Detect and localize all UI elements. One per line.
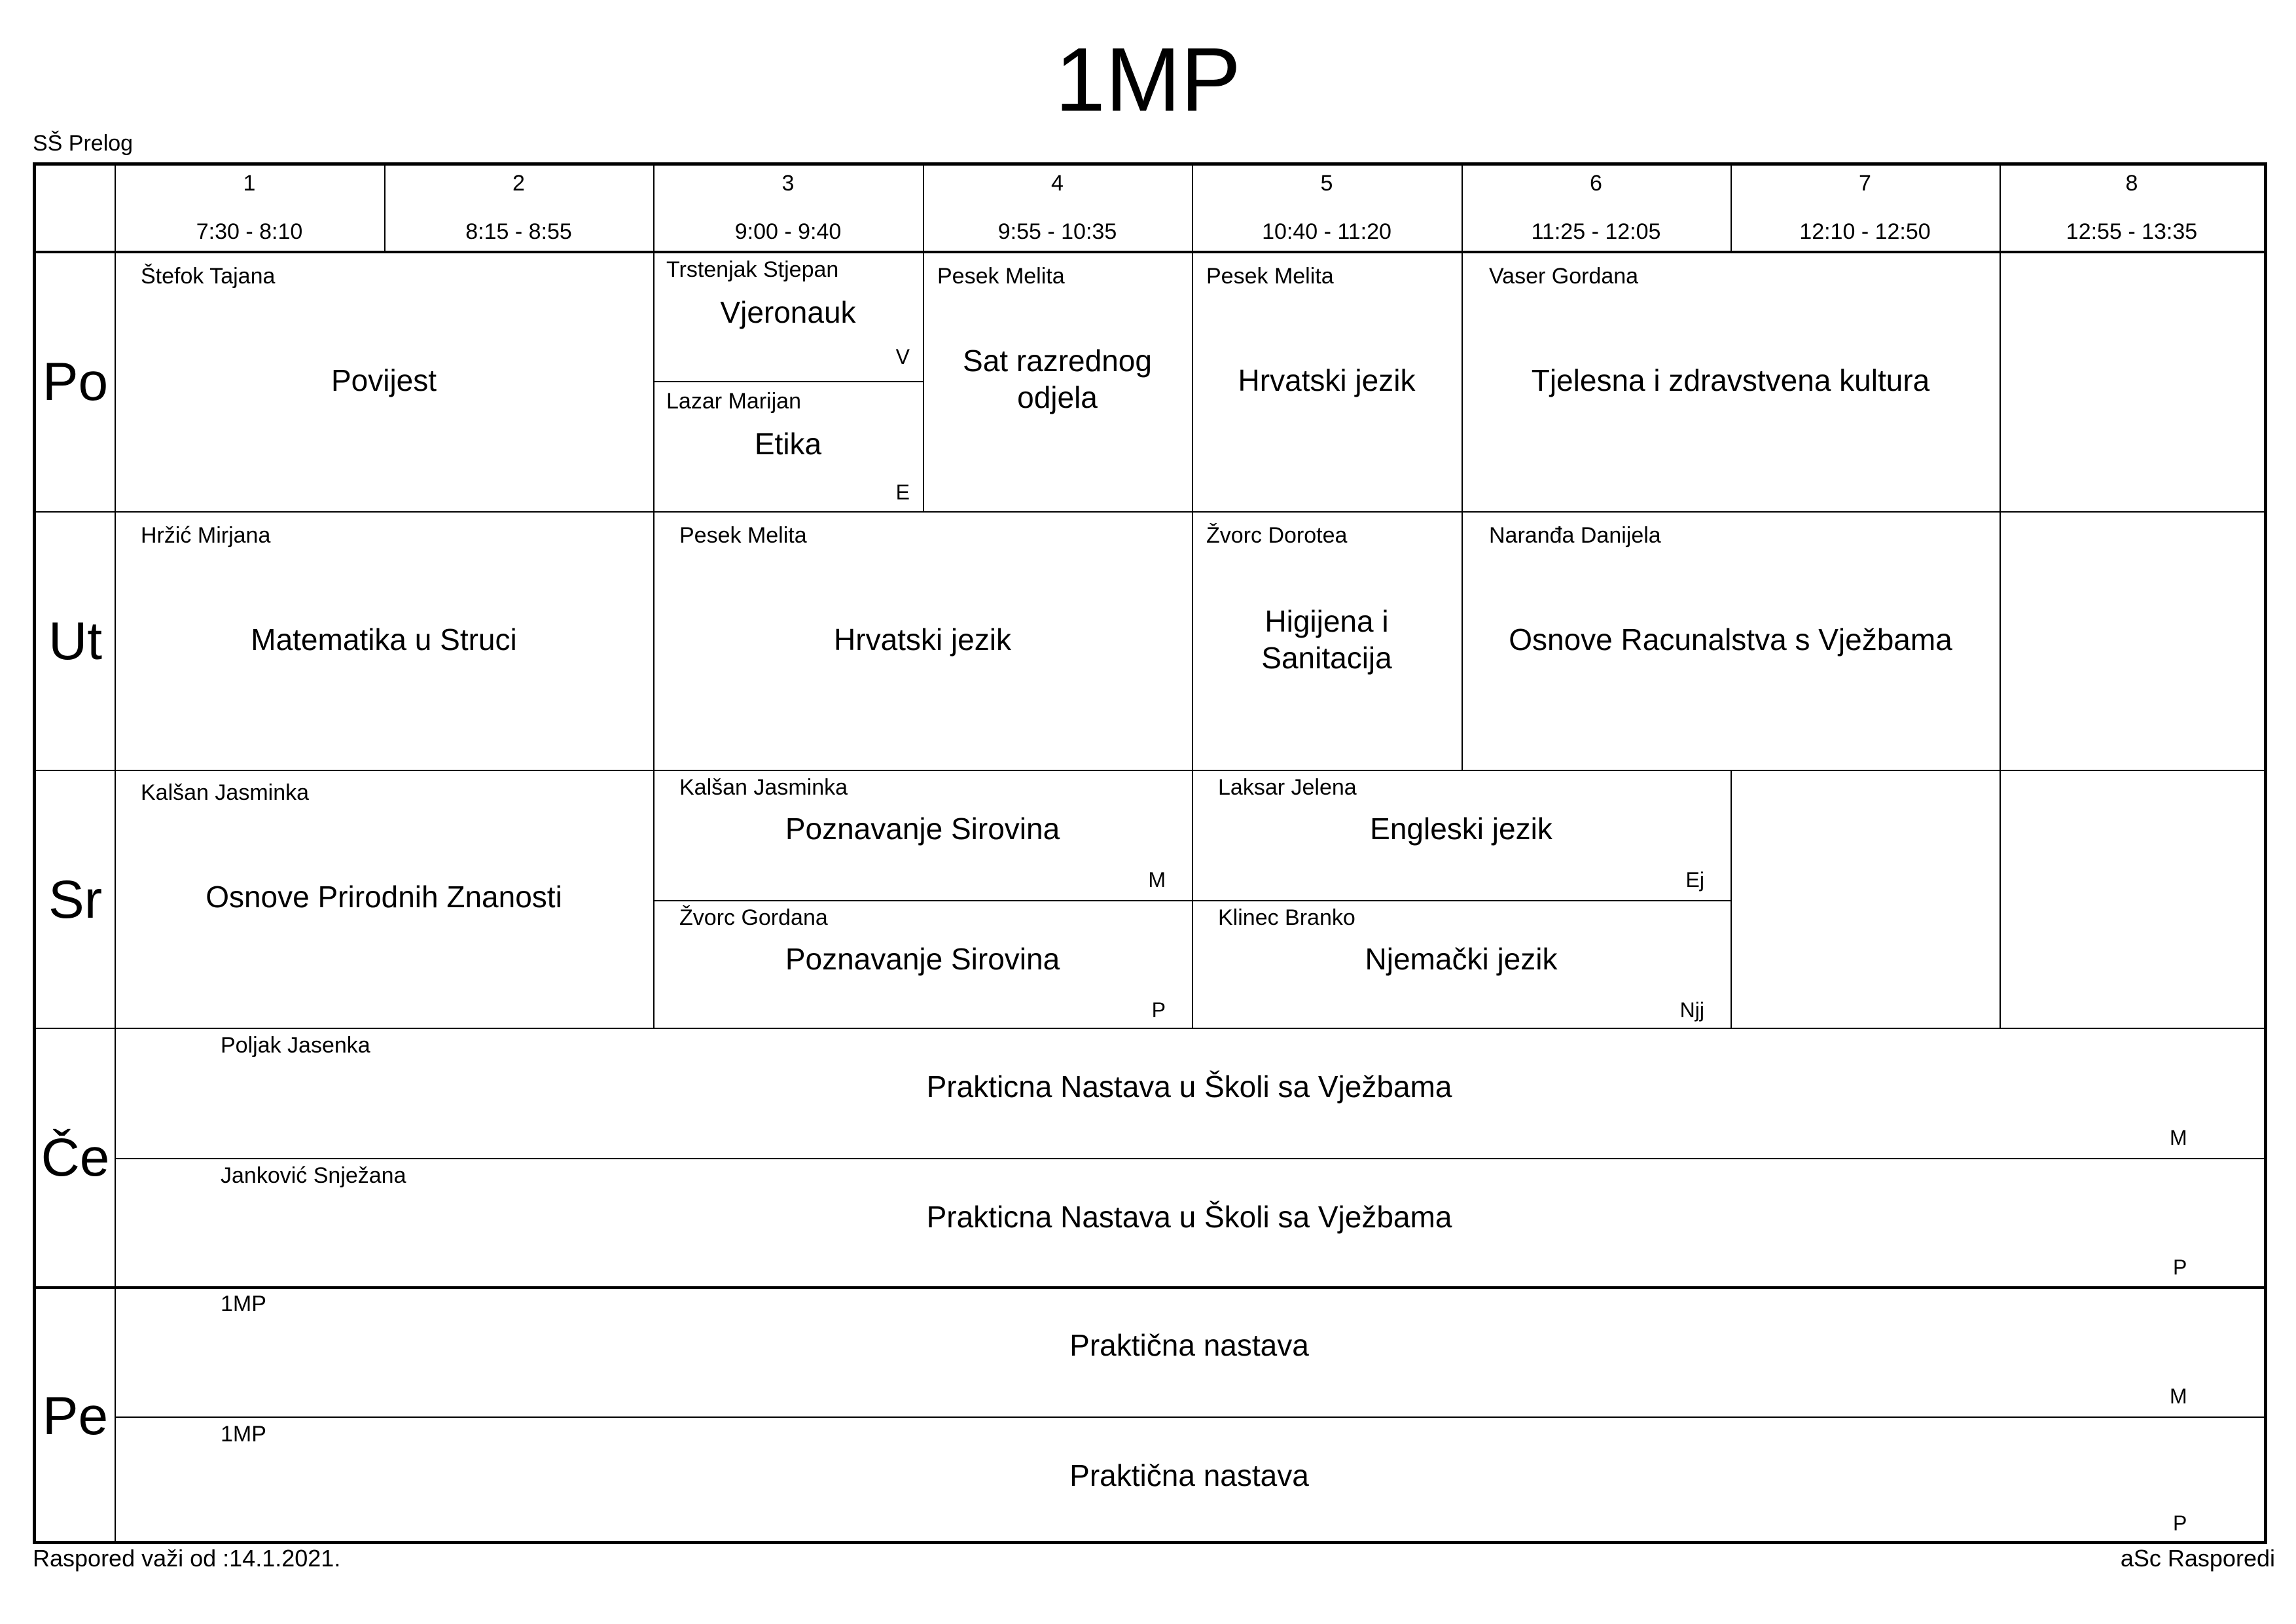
- subject-name: Praktična nastava: [1069, 1328, 1309, 1362]
- subject-name: Matematika u Struci: [251, 623, 517, 657]
- timetable-grid: [33, 162, 2267, 1544]
- day-label-pe: Pe: [42, 1386, 109, 1446]
- group-label: M: [2170, 1126, 2187, 1149]
- group-label: M: [1148, 868, 1166, 892]
- software-credit: aSc Rasporedi: [2120, 1545, 2275, 1572]
- subject-name: Poznavanje Sirovina: [785, 812, 1060, 846]
- lesson-cell[interactable]: [1192, 511, 1462, 770]
- subject-name: Hrvatski jezik: [1238, 363, 1416, 397]
- period-number: 3: [781, 171, 795, 196]
- divider: [1731, 770, 1732, 1028]
- subject-name: Vjeronauk: [720, 295, 856, 329]
- teacher-name: Pesek Melita: [679, 523, 807, 548]
- teacher-name: Lazar Marijan: [666, 389, 801, 414]
- period-number: 7: [1859, 171, 1871, 196]
- subject-name: Etika: [754, 427, 822, 461]
- teacher-name: Trstenjak Stjepan: [666, 257, 839, 282]
- day-label-sr: Sr: [48, 870, 102, 929]
- period-time: 12:10 - 12:50: [1799, 219, 1931, 244]
- lesson-cell[interactable]: [115, 511, 653, 770]
- lesson-cell[interactable]: [115, 1158, 2264, 1286]
- subject-name: Poznavanje Sirovina: [785, 942, 1060, 976]
- period-time: 8:15 - 8:55: [465, 219, 572, 244]
- lesson-cell[interactable]: [115, 1416, 2264, 1541]
- teacher-name: Žvorc Dorotea: [1206, 523, 1348, 548]
- lesson-cell[interactable]: [653, 381, 923, 511]
- group-label: Ej: [1685, 868, 1704, 892]
- lesson-cell[interactable]: [1462, 511, 2000, 770]
- teacher-name: Janković Snježana: [221, 1163, 406, 1188]
- period-time: 7:30 - 8:10: [196, 219, 303, 244]
- teacher-name: Kalšan Jasminka: [141, 780, 310, 805]
- teacher-name: 1MP: [221, 1291, 266, 1316]
- subject-name: Sat razrednog odjela: [963, 344, 1152, 414]
- lesson-cell[interactable]: [115, 251, 653, 511]
- period-number: 4: [1051, 171, 1064, 196]
- subject-name: Hrvatski jezik: [834, 623, 1011, 657]
- group-label: E: [895, 480, 910, 504]
- group-label: V: [895, 345, 910, 369]
- day-label-po: Po: [42, 352, 109, 412]
- subject-name: Engleski jezik: [1370, 812, 1552, 846]
- divider: [2000, 166, 2001, 1028]
- lesson-cell[interactable]: [1462, 251, 2000, 511]
- subject-name: Prakticna Nastava u Školi sa Vježbama: [926, 1070, 1452, 1104]
- period-time: 9:55 - 10:35: [997, 219, 1117, 244]
- page-title: 1MP: [1055, 29, 1241, 130]
- teacher-name: Vaser Gordana: [1489, 264, 1639, 289]
- subject-name: Povijest: [331, 363, 437, 397]
- lesson-cell[interactable]: [1192, 770, 1731, 900]
- lesson-cell[interactable]: [115, 1286, 2264, 1416]
- school-name: SŠ Prelog: [33, 131, 134, 156]
- period-number: 1: [243, 171, 256, 196]
- period-time: 9:00 - 9:40: [734, 219, 842, 244]
- subject-name: Njemački jezik: [1365, 942, 1558, 976]
- teacher-name: Laksar Jelena: [1218, 775, 1357, 800]
- teacher-name: Žvorc Gordana: [679, 905, 828, 930]
- lesson-cell[interactable]: [653, 770, 1192, 900]
- period-number: 2: [512, 171, 525, 196]
- period-time: 11:25 - 12:05: [1531, 219, 1661, 244]
- teacher-name: 1MP: [221, 1422, 266, 1447]
- period-time: 12:55 - 13:35: [2066, 219, 2198, 244]
- lesson-cell[interactable]: [923, 251, 1192, 511]
- group-label: P: [2173, 1255, 2187, 1279]
- lesson-cell[interactable]: [653, 511, 1192, 770]
- group-label: P: [2173, 1511, 2187, 1535]
- lesson-cell[interactable]: [115, 1028, 2264, 1158]
- group-label: P: [1151, 998, 1166, 1022]
- day-label-ce: Če: [41, 1128, 110, 1187]
- lesson-cell[interactable]: [1192, 900, 1731, 1028]
- teacher-name: Pesek Melita: [937, 264, 1065, 289]
- day-label-ut: Ut: [48, 611, 102, 671]
- period-number: 6: [1590, 171, 1602, 196]
- group-label: Njj: [1679, 998, 1704, 1022]
- period-number: 8: [2125, 171, 2138, 196]
- subject-name: Tjelesna i zdravstvena kultura: [1531, 363, 1930, 397]
- lesson-cell[interactable]: [653, 900, 1192, 1028]
- subject-name: Osnove Racunalstva s Vježbama: [1509, 623, 1952, 657]
- teacher-name: Poljak Jasenka: [221, 1033, 370, 1058]
- teacher-name: Naranđa Danijela: [1489, 523, 1661, 548]
- subject-name: Praktična nastava: [1069, 1458, 1309, 1492]
- subject-name: Prakticna Nastava u Školi sa Vježbama: [926, 1200, 1452, 1234]
- lesson-cell[interactable]: [115, 770, 653, 1028]
- lesson-cell[interactable]: [653, 251, 923, 381]
- teacher-name: Hržić Mirjana: [141, 523, 271, 548]
- teacher-name: Štefok Tajana: [141, 264, 276, 289]
- teacher-name: Kalšan Jasminka: [679, 775, 848, 800]
- lesson-cell[interactable]: [1192, 251, 1462, 511]
- teacher-name: Pesek Melita: [1206, 264, 1334, 289]
- teacher-name: Klinec Branko: [1218, 905, 1355, 930]
- subject-name: Osnove Prirodnih Znanosti: [206, 880, 562, 914]
- valid-from-note: Raspored važi od :14.1.2021.: [33, 1545, 341, 1572]
- group-label: M: [2170, 1384, 2187, 1408]
- subject-name: Higijena i Sanitacija: [1261, 604, 1392, 675]
- period-number: 5: [1320, 171, 1333, 196]
- period-time: 10:40 - 11:20: [1262, 219, 1391, 244]
